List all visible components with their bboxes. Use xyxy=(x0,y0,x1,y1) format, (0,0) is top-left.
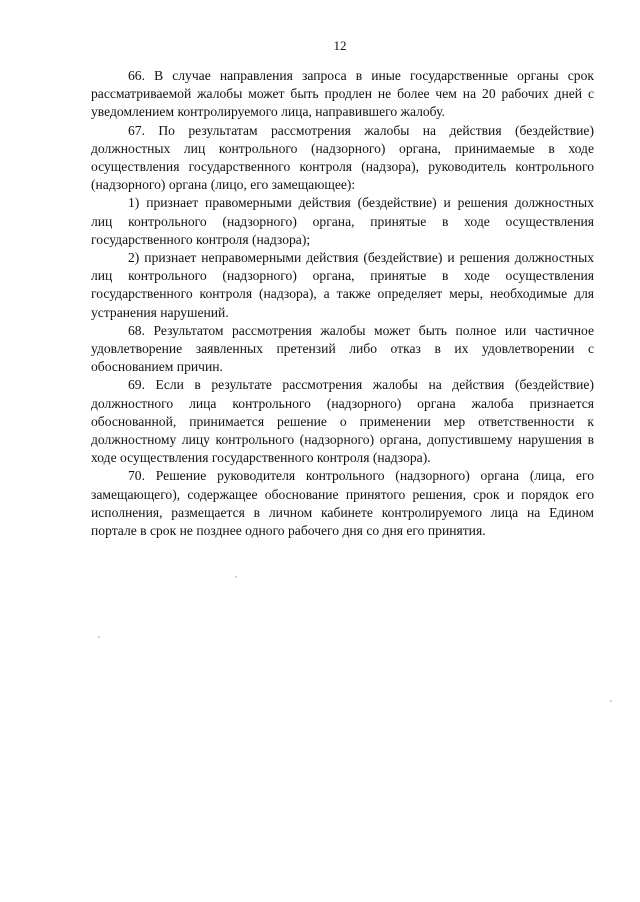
scan-speck xyxy=(98,636,100,638)
scan-speck xyxy=(235,576,237,578)
paragraph-66: 66. В случае направления запроса в иные государственные органы срок рассматриваемой жалобы может быть продлен не более чем на 20 рабочих дней с уведомлением контролируемого лица, направившего жалобу. xyxy=(91,68,594,120)
scan-speck xyxy=(610,700,612,702)
page-number: 12 xyxy=(333,38,347,53)
paragraph-69: 69. Если в результате рассмотрения жалобы на действия (бездействие) должностного лица контрольного (надзорного) органа жалоба признается обоснованной, принимается решение о применении мер ответственности к должностному лицу контрольного (надзорного) органа, допустившему нарушения в ходе осуществления государственного контроля (надзора). xyxy=(91,377,594,466)
paragraph-68: 68. Результатом рассмотрения жалобы может быть полное или частичное удовлетворение заявленных претензий либо отказ в их удовлетворении с обоснованием причин. xyxy=(91,322,594,375)
paragraph-67-item-2: 2) признает неправомерными действия (бездействие) и решения должностных лиц контрольного (надзорного) органа, принятые в ходе осуществления государственного контроля (надзора), а также определяет меры, необходимые для устранения нарушений. xyxy=(91,250,594,320)
paragraph-70: 70. Решение руководителя контрольного (надзорного) органа (лица, его замещающего), содержащее обоснование принятого решения, срок и порядок его исполнения, размещается в личном кабинете контролируемого лица на Едином портале в срок не позднее одного рабочего дня со дня его принятия. xyxy=(91,468,594,539)
paragraph-67: 67. По результатам рассмотрения жалобы на действия (бездействие) должностных лиц контрольного (надзорного) органа, принимаемые в ходе осуществления государственного контроля (надзора), руководитель контрольного (надзорного) органа (лицо, его замещающее): xyxy=(91,122,594,193)
document-body xyxy=(91,67,594,540)
paragraph-67-item-1: 1) признает правомерными действия (бездействие) и решения должностных лиц контрольного (надзорного) органа, принятые в ходе осуществления государственного контроля (надзора); xyxy=(91,195,594,247)
